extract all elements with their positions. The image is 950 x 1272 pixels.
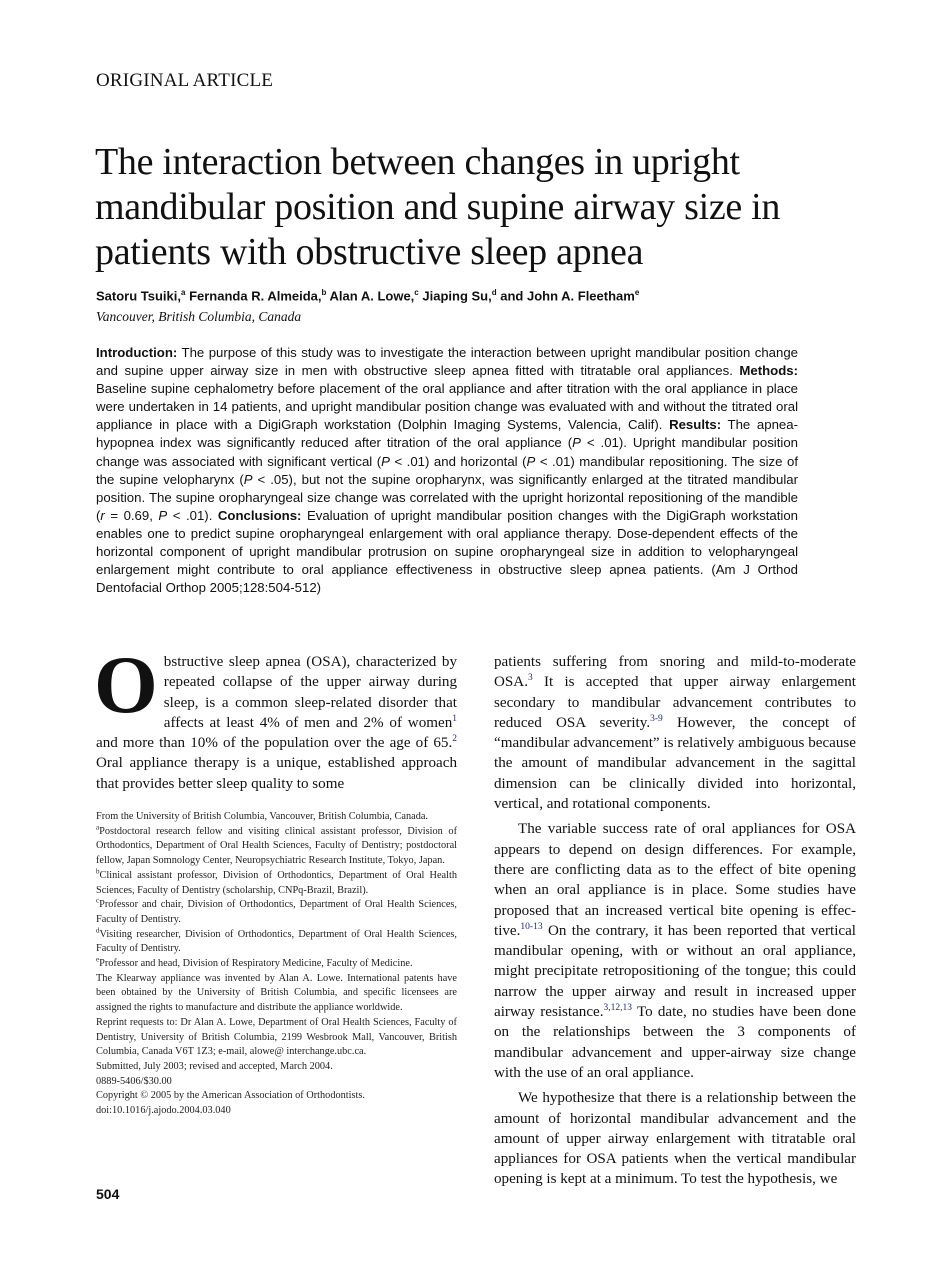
paragraph-text: However, the concept of “mandibular advancement” is relatively ambiguous because the amount of mandibular advancement in the sagittal dimension can be clinically divided into horizontal, vertical, and rotational components.	[494, 714, 857, 813]
article-title: The interaction between changes in upright mandibular position and supine airway size in patients with obstructive sleep apnea	[95, 141, 781, 273]
reference-link[interactable]: 3,12,13	[603, 1003, 633, 1014]
footnote-text: Visiting researcher, Division of Orthodontics, Department of Oral Health Sciences, Faculty of Dentistry.	[96, 928, 457, 955]
body-column-right	[494, 652, 856, 1190]
abstract-methods-label: Methods:	[739, 363, 798, 379]
author-list	[96, 288, 639, 303]
abstract-results-text: The apnea-hypopnea index was significantly reduced after titration of the oral appliance (	[96, 417, 798, 451]
body-column-left	[94, 639, 457, 794]
footnote-c	[96, 898, 457, 927]
p-symbol: P	[572, 435, 581, 451]
paragraph-text: patients suffering from snoring and mild-to-moderate OSA.	[494, 654, 856, 691]
reference-link[interactable]: 1	[452, 713, 457, 724]
reference-link[interactable]: 3-9	[650, 713, 663, 724]
footnote-institution: From the University of British Columbia, Vancouver, British Columbia, Canada.	[96, 811, 429, 822]
author: Satoru Tsuiki,	[96, 288, 181, 304]
footnote-text: Professor and head, Division of Respiratory Medicine, Faculty of Medicine.	[99, 958, 413, 970]
drop-cap: O	[94, 639, 158, 730]
paragraph-text: It is accepted that upper airway enlargement secondary to mandibular advancement contributes to reduced OSA severity.	[494, 674, 856, 731]
abstract-results-text: < .01). Upright mandibular position change was associated with significant vertical (	[96, 435, 799, 469]
footnote-d	[96, 928, 457, 957]
affiliation-mark: c	[414, 288, 419, 297]
footnote-e	[96, 957, 457, 972]
body-paragraph	[494, 652, 856, 814]
footnote-text: Professor and chair, Division of Orthodontics, Department of Oral Health Sciences, Faculty of Dentistry.	[96, 899, 457, 925]
abstract-results-text: = 0.69,	[104, 507, 159, 523]
abstract-results-text: < .05), but not the supine oropharynx, was significantly enlarged at the titrated mandibular position. The supine oropharyngeal size change was correlated with the upright horizontal repositioning of the mandible (	[96, 471, 799, 523]
paragraph-text: On the contrary, it has been reported that vertical mandibular opening, with or without an oral appliance, might precipitate retropositioning of the tongue; this could narrow the upper airway and result in increased upper airway resistance.	[494, 922, 856, 1021]
r-symbol: r	[100, 507, 105, 523]
affiliation-mark: d	[491, 288, 497, 297]
abstract-results-text: < .01) mandibular repositioning. The size of the supine velopharynx (	[96, 453, 798, 487]
footnote-disclosure: The Klearway appliance was invented by Alan A. Lowe. International patents have been obtained by the University of British Columbia, and specific licensees are assigned the rights to manufacture and distribute the appliance worldwide.	[96, 972, 457, 1014]
footnote-issn: 0889-5406/$30.00	[96, 1075, 172, 1087]
footnote-mark: b	[96, 867, 100, 876]
paragraph-text: The variable success rate of oral appliances for OSA appears to depend on design differences. For example, there are conflicting data as to the effect of bite opening when an oral appliance is in place. Some studies have proposed that an increased vertical bite opening is effective.	[494, 821, 856, 939]
footnote-text: Clinical assistant professor, Division of Orthodontics, Department of Oral Health Sciences, Faculty of Dentistry (scholarship, CNPq-Brazil, Brazil).	[96, 869, 457, 896]
body-paragraph	[94, 639, 457, 794]
abstract-conclusions: Evaluation of upright mandibular position changes with the DigiGraph workstation enables one to predict supine oropharyngeal enlargement with oral appliance therapy. Dose-dependent effects of the horizontal component of upright mandibular protrusion on supine oropharyngeal size in addition to velopharyngeal enlargement might contribute to oral appliance effectiveness in obstructive sleep apnea patients. (Am J Orthod Dentofacial Orthop 2005;128:504-512)	[96, 507, 798, 596]
author-location: Vancouver, British Columbia, Canada	[96, 309, 302, 324]
abstract-results-text: < .01) and horizontal (	[389, 453, 527, 469]
abstract	[96, 344, 798, 597]
p-symbol: P	[526, 453, 536, 469]
abstract-conclusions-label: Conclusions:	[217, 507, 302, 523]
footnote-mark: c	[96, 896, 100, 905]
reference-link[interactable]: 2	[452, 734, 457, 745]
p-symbol: P	[243, 471, 253, 487]
affiliation-mark: b	[321, 288, 327, 297]
footnote-text: Postdoctoral research fellow and visiting clinical assistant professor, Division of Orthodontics, Department of Oral Health Sciences, Faculty of Dentistry; postdoctoral fellow, Japan Somnology Center, Neuropsychiatric Research Institute, Tokyo, Japan.	[96, 825, 457, 867]
abstract-results-label: Results:	[669, 417, 722, 433]
author: Alan A. Lowe,	[329, 288, 415, 304]
reference-link[interactable]: 10-13	[520, 921, 543, 932]
body-paragraph: We hypothesize that there is a relationship between the amount of horizontal mandibular advancement and the amount of upper airway enlargement with titratable oral appliances for OSA patients when the vertical mandibular opening is kept at a minimum. To test the hypothesis, we	[494, 1090, 856, 1188]
footnote-copyright: Copyright © 2005 by the American Association of Orthodontists.	[96, 1090, 365, 1102]
footnote-mark: a	[96, 823, 100, 832]
paragraph-text: and more than 10% of the population over the age of 65.	[96, 735, 453, 752]
footnote-submitted: Submitted, July 2003; revised and accepted, March 2004.	[96, 1060, 333, 1072]
abstract-introduction-label: Introduction:	[96, 345, 178, 360]
abstract-introduction: The purpose of this study was to investigate the interaction between upright mandibular position change and supine upper airway size in men with obstructive sleep apnea fitted with titratable oral appliances.	[96, 345, 798, 379]
author: Jiaping Su,	[422, 288, 492, 304]
footnote-mark: d	[96, 926, 100, 935]
reference-link[interactable]: 3	[527, 673, 533, 684]
footnote-reprint: Reprint requests to: Dr Alan A. Lowe, Department of Oral Health Sciences, Faculty of Dentistry, University of British Columbia, 2199 Wesbrook Mall, Vancouver, British Columbia, Canada V6T 1Z3; e-mail, alowe@ interchange.ubc.ca.	[96, 1016, 457, 1058]
paragraph-text: Oral appliance therapy is a unique, established approach that provides better sleep quality to some	[96, 755, 457, 792]
paragraph-text: bstructive sleep apnea (OSA), characterized by repeated collapse of the upper airway during sleep, is a common sleep-related disorder that affects at least 4% of men and 2% of women	[163, 654, 457, 731]
author: Fernanda R. Almeida,	[189, 288, 322, 304]
author: and John A. Fleetham	[500, 288, 635, 304]
footnotes	[96, 810, 457, 1119]
page-number: 504	[96, 1186, 120, 1202]
abstract-results-text: < .01).	[167, 507, 218, 523]
p-symbol: P	[381, 453, 390, 469]
footnote-b	[96, 869, 457, 898]
footnote-mark: e	[96, 955, 100, 964]
footnote-doi: doi:10.1016/j.ajodo.2004.03.040	[96, 1105, 231, 1117]
affiliation-mark: e	[634, 288, 640, 297]
footnote-a	[96, 825, 457, 869]
section-label: ORIGINAL ARTICLE	[96, 70, 274, 91]
paragraph-text: To date, no studies have been done on the relationships between the 3 components of mandibular advancement and upper-airway size change with the use of an oral appliance.	[494, 1004, 856, 1081]
abstract-methods: Baseline supine cephalometry before placement of the oral appliance and after titration with the oral appliance in place were undertaken in 14 patients, and upright mandibular position change was evaluated with and without the titrated oral appliance in place with a DigiGraph workstation (Dolphin Imaging Systems, Valencia, Calif).	[96, 381, 798, 433]
affiliation-mark: a	[181, 288, 186, 297]
body-paragraph	[494, 819, 856, 1083]
p-symbol: P	[158, 507, 168, 523]
